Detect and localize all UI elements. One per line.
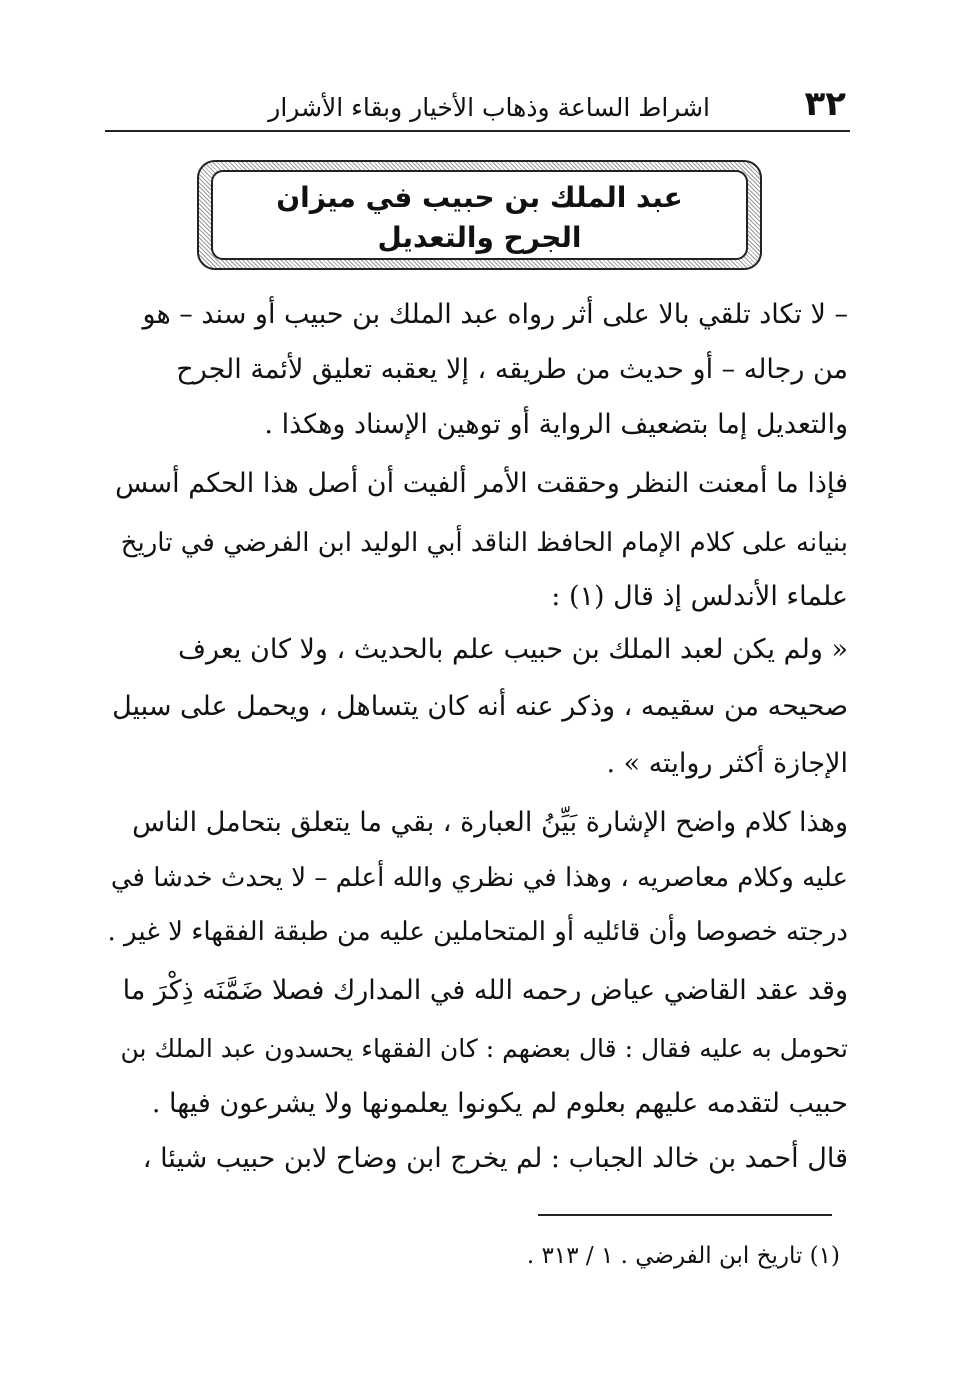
body-line: قال أحمد بن خالد الجباب : لم يخرج ابن وضاح لابن حبيب شيئا ، — [142, 1143, 848, 1174]
section-title-frame — [197, 160, 762, 270]
body-line: فإذا ما أمعنت النظر وحققت الأمر ألفيت أن أصل هذا الحكم أسس — [115, 468, 848, 499]
body-line: « ولم يكن لعبد الملك بن حبيب علم بالحديث ، ولا كان يعرف — [178, 634, 848, 665]
body-line: حبيب لتقدمه عليهم بعلوم لم يكونوا يعلمونها ولا يشرعون فيها . — [151, 1088, 848, 1119]
body-line: من رجاله – أو حديث من طريقه ، إلا يعقبه تعليق لأئمة الجرح — [176, 354, 848, 385]
section-title-line-2: الجرح والتعديل — [377, 221, 582, 254]
running-title: اشراط الساعة وذهاب الأخيار وبقاء الأشرار — [268, 93, 710, 122]
body-line: درجته خصوصا وأن قائليه أو المتحاملين عليه من طبقة الفقهاء لا غير . — [107, 917, 848, 947]
header-rule — [105, 130, 850, 132]
body-line: صحيحه من سقيمه ، وذكر عنه أنه كان يتساهل ، ويحمل على سبيل — [112, 691, 848, 722]
body-line: عليه وكلام معاصريه ، وهذا في نظري والله أعلم – لا يحدث خدشا في — [110, 863, 848, 893]
body-line: وهذا كلام واضح الإشارة بَيِّنُ العبارة ، بقي ما يتعلق بتحامل الناس — [132, 807, 848, 838]
body-line: علماء الأندلس إذ قال (١) : — [551, 581, 848, 612]
section-title-line-1: عبد الملك بن حبيب في ميزان — [276, 181, 683, 214]
page-number: ٣٢ — [804, 84, 846, 124]
footnote: (١) تاريخ ابن الفرضي . ١ / ٣١٣ . — [526, 1243, 840, 1269]
page-header — [105, 80, 850, 132]
footnote-separator — [538, 1214, 832, 1216]
body-line: وقد عقد القاضي عياض رحمه الله في المدارك فصلا ضَمَّنَه ذِكْرَ ما — [122, 975, 848, 1006]
body-line: تحومل به عليه فقال : قال بعضهم : كان الفقهاء يحسدون عبد الملك بن — [120, 1034, 848, 1063]
body-line: – لا تكاد تلقي بالا على أثر رواه عبد الملك بن حبيب أو سند – هو — [142, 299, 848, 330]
section-title-box — [211, 170, 748, 260]
body-line: والتعديل إما بتضعيف الرواية أو توهين الإسناد وهكذا . — [264, 409, 848, 440]
body-line: بنيانه على كلام الإمام الحافظ الناقد أبي الوليد ابن الفرضي في تاريخ — [120, 528, 848, 558]
body-line: الإجازة أكثر روايته » . — [606, 748, 848, 779]
